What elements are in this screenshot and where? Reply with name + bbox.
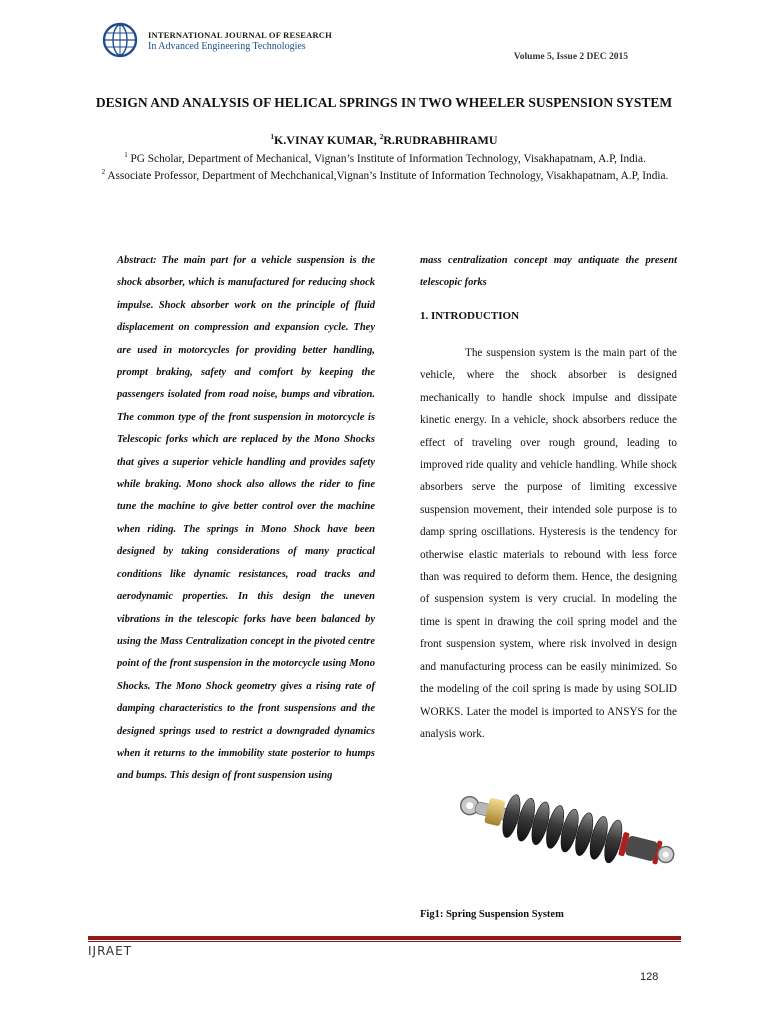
- shock-absorber-image: [452, 790, 680, 892]
- figure-caption: Fig1: Spring Suspension System: [420, 909, 564, 920]
- journal-name: INTERNATIONAL JOURNAL OF RESEARCH: [148, 30, 332, 40]
- authors: [0, 133, 768, 148]
- page-number: 128: [640, 971, 659, 983]
- footer-divider: [88, 936, 681, 940]
- globe-logo-icon: [102, 22, 138, 58]
- footer-journal-abbrev: IJRAET: [88, 944, 133, 958]
- author2-name: R.RUDRABHIRAMU: [383, 133, 498, 147]
- affiliation2-superscript: 2: [101, 168, 106, 177]
- affiliation-2: [80, 168, 690, 185]
- author2-superscript: 2: [379, 133, 384, 141]
- introduction-body: [420, 342, 677, 745]
- journal-subtitle: In Advanced Engineering Technologies: [148, 41, 306, 52]
- affiliation-1: [80, 151, 690, 168]
- abstract-continuation: mass centralization concept may antiquate the present telescopic forks: [420, 255, 677, 289]
- author1-superscript: 1: [270, 133, 274, 141]
- affiliation1-text: PG Scholar, Department of Mechanical, Vignan’s Institute of Information Technology, Visakhapatnam, A.P, India.: [127, 153, 646, 165]
- paper-title: DESIGN AND ANALYSIS OF HELICAL SPRINGS IN TWO WHEELER SUSPENSION SYSTEM: [95, 95, 673, 110]
- section-heading-introduction: 1. INTRODUCTION: [420, 310, 520, 322]
- volume-issue: Volume 5, Issue 2 DEC 2015: [513, 52, 628, 62]
- affiliation2-text: Associate Professor, Department of Mechchanical,Vignan’s Institute of Information Technology, Visakhapatnam, A.P, India.: [105, 170, 669, 182]
- affiliation1-superscript: 1: [124, 151, 128, 160]
- abstract-text: Abstract: The main part for a vehicle suspension is the shock absorber, which is manufactured for reducing shock impulse. Shock absorber work on the principle of fluid displacement on compression and expansion cycle. They are used in motorcycles for providing better handling, prompt braking, safety and comfort by keeping the passengers isolated from road noise, bumps and vibration. The common type of the front suspension in motorcycle is Telescopic forks which are replaced by the Mono Shocks that gives a superior vehicle handling and provides safety while braking. Mono shock also allows the rider to fine tune the machine to give better control over the machine when riding. The springs in Mono Shock have been designed by taking considerations of many practical conditions like dynamic resistances, road tracks and aerodynamic properties. In this design the uneven vibrations in the telescopic forks have been balanced by using the Mass Centralization concept in the pivoted centre point of the front suspension in the motorcycle using Mono Shocks. The Mono Shock geometry gives a rising rate of damping characteristics to the front suspensions and the designed springs used to restrict a downgraded dynamics when it returns to the immobility state posterior to humps and bumps. This design of front suspension using: [117, 255, 375, 782]
- footer-divider-thin: [88, 941, 681, 942]
- introduction-paragraph: The suspension system is the main part of the vehicle, where the shock absorber is designed mechanically to handle shock impulse and dissipate kinetic energy. In a vehicle, shock absorbers reduce the effect of traveling over rough ground, leading to improved ride quality and vehicle handling. While shock absorbers serve the purpose of limiting excessive suspension movement, their intended sole purpose is to damp spring oscillations. Hysteresis is the tendency for otherwise elastic materials to rebound with less force than was required to deform them. Hence, the designing of suspension system is very crucial. In modeling the time is spent in drawing the coil spring model and the front suspension system, where risk involved in design and manufacturing process can be easily minimized. So the modeling of the coil spring is made by using SOLID WORKS. Later the model is imported to ANSYS for the analysis work.: [420, 347, 677, 740]
- author1-name: K.VINAY KUMAR,: [273, 133, 380, 147]
